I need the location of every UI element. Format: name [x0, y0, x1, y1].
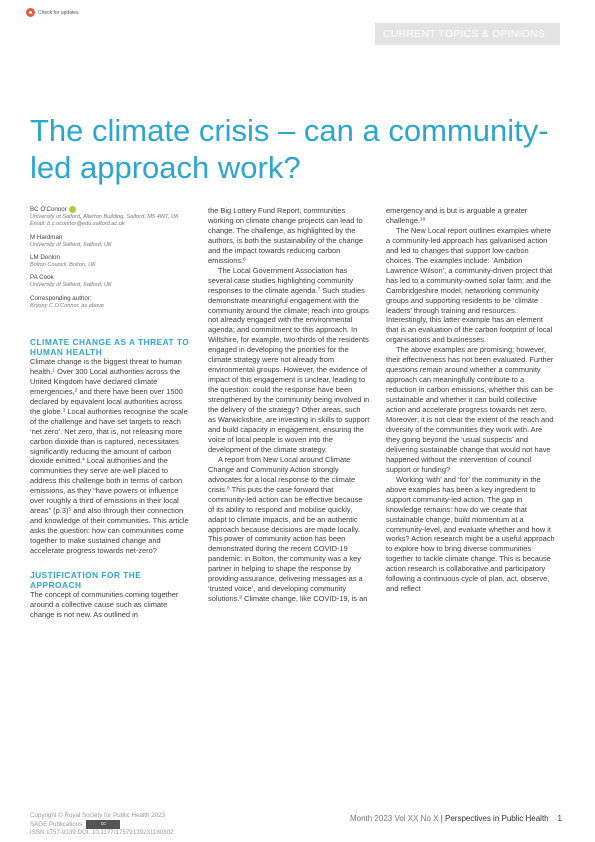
orcid-icon[interactable]	[69, 206, 76, 213]
paragraph: The Local Government Association has several case studies highlighting community responses to the climate agenda.$^7$ Such studies demonstrate meaningful engagement with the community around the climate; reach into groups not already engaged with the environmental agenda; and commitment to this approach. In Wiltshire, for example, two-thirds of the residents engaged in developing the priorities for the climate strategy were not already from environmental groups. However, the evidence of impact of this engagement is unclear, leading to the question: could the response have been strengthened by the community being involved in the delivery of the strategy? Other areas, such as Warwickshire, are investing in skills to support and build capacity in engagement, ensuring the voice of local people is woven into the development of the climate strategy.	[208, 265, 370, 454]
paragraph: The New Local report outlines examples where a community-led approach has galvanised action and led to changes that support low-carbon choices. The examples include: ‘Ambition Lawrence Wilson’, a community-driven project that has led to a community-owned solar farm; and the Cambridgeshire model, networking community groups and supporting residents to be ‘climate leaders’ through training and resources. Interestingly, this latter example has an element that is an evaluation of the carbon footprint of local organisations and businesses.	[386, 225, 553, 345]
paragraph: emergency and is but is arguable a greater challenge.$^{10}$	[386, 206, 528, 225]
reference-link[interactable]: 4	[82, 457, 85, 463]
reference-link[interactable]: 9	[239, 595, 243, 601]
column-3	[386, 206, 556, 594]
section-heading-climate-threat: CLIMATE CHANGE AS A THREAT TO HUMAN HEALTH	[30, 336, 190, 357]
crossmark-icon	[26, 8, 35, 17]
author-affiliation: Bolton Council, Bolton, UK	[30, 262, 96, 269]
footer-right: Month 2023 Vol XX No X | Perspectives in Public Health 1	[349, 814, 562, 823]
corresponding-label: Corresponding author:	[30, 294, 92, 302]
paragraph: The above examples are promising; however, their effectiveness has not been evaluated. Further questions remain around whether a community approach can meaningfully contribute to a reduction in carbon emissions, whether this can be sustainable and whether it can build collective action and accelerate progress towards net zero. Moreover, it is not clear the extent of the reach and diversity of the communities they work with. Are they going beyond the ‘usual suspects’ and delivering sustainable change that would not have happened without the intervention of council support or funding?	[386, 345, 554, 474]
section-heading-justification: JUSTIFICATION FOR THE APPROACH	[30, 569, 142, 590]
author-1	[30, 206, 192, 229]
paragraph: A report from New Local around Climate Change and Community Action strongly advocates for a local response to the climate crisis.$^8$ This puts the case forward that community-led action can be effective because of its ability to respond and mobilise quickly, adapt to climate impacts, and be an authentic approach because decisions are made locally. This power of community action has been demonstrated during the recent COVID-19 pandemic: in Bolton, the community was a key partner in helping to shape the response by providing assurance, delivering messages as a ‘trusted voice’, and developing community solutions.$^9$ Climate change, like COVID-19, is an	[208, 454, 368, 604]
copyright: Copyright © Royal Society for Public Health 2023	[30, 812, 165, 819]
author-name: M Hardman	[30, 233, 63, 241]
column-1	[30, 206, 192, 620]
check-for-updates-badge[interactable]	[26, 7, 88, 18]
reference-link[interactable]: 3	[62, 408, 66, 414]
reference-link[interactable]: 5	[68, 507, 72, 513]
reference-link[interactable]: 10	[419, 217, 426, 223]
author-2	[30, 234, 192, 249]
paragraph: The concept of communities coming together around a collective cause such as climate change is not new. As outlined in	[30, 589, 179, 619]
issn-doi: ISSN 1757-9139 DOI: 10.1177/17579139231180802	[30, 828, 174, 836]
column-2	[208, 206, 370, 604]
author-name: LM Donlon	[30, 254, 60, 262]
reference-link[interactable]: 2	[74, 388, 78, 394]
page-number: 1	[557, 814, 562, 823]
reference-link[interactable]: 6	[243, 257, 246, 263]
reference-link[interactable]: 7	[317, 287, 321, 293]
cc-license-icon[interactable]: cc	[86, 820, 120, 829]
reference-link[interactable]: 1	[52, 368, 56, 374]
paragraph: Climate change is the biggest threat to human health.$^1$ Over 300 Local authorities across the United Kingdom have declared climate emergencies,$^2$ and there have been over 1500 declared by equivalent local authorities across the globe.$^3$ Local authorities recognise the scale of the challenge and have set targets to reach ‘net zero’. Net zero, that is, not releasing more carbon dioxide than is captured, necessitates significantly reducing the amount of carbon dioxide emitted.$^4$ Local authorities and the communities they serve are well placed to address this challenge both in terms of carbon emissions, as they “have powers or influence over roughly a third of emissions in their local areas” $(p.3)^5$ and also through their connection and knowledge of their communities. This article asks the question: how can communities come together to make sustained change and accelerate progress towards net-zero?	[30, 356, 189, 556]
badge-label: Check for updates	[38, 9, 79, 16]
author-3	[30, 254, 192, 269]
article-title: The climate crisis – can a community-led approach work?	[30, 113, 549, 185]
author-affiliation: University of Salford, Salford, UK	[30, 241, 112, 248]
author-name: BC O’Connor	[30, 206, 67, 214]
section-tag: CURRENT TOPICS & OPINIONS	[375, 23, 560, 45]
reference-link[interactable]: 8	[227, 486, 230, 492]
issue-info: Month 2023 Vol XX No X	[349, 814, 439, 823]
author-affiliation: University of Salford, Salford, UK	[30, 282, 112, 289]
publisher: SAGE Publications	[30, 820, 83, 828]
author-name: PA Cook	[30, 274, 54, 282]
paragraph: the Big Lottery Fund Report, communities working on climate change projects can lead to change. The challenge, as highlighted by the authors, is both the sustainability of the change and the impact towards reducing carbon emissions.$^6$	[208, 206, 364, 265]
footer-left	[30, 812, 290, 837]
author-affiliation: University of Salford, Allerton Building, Salford, M5 4WT, UK	[30, 214, 179, 221]
corresponding-value: Bryony C O’Connor, as above	[30, 302, 104, 309]
journal-name: Perspectives in Public Health	[445, 814, 549, 823]
author-email[interactable]: Email: b.c.oconnor@edu.salford.ac.uk	[30, 221, 125, 228]
paragraph: Working ‘with’ and ‘for’ the community in the above examples has been a key ingredient to support community-led action. The gap in knowledge remains: how do we create that sustainable change, build momentum at a community-level, and evaluate whether and how it works? Action research might be a useful approach to explore how to bring diverse communities together to tackle climate change. This is because action research is collaborative and participatory following a continuous cycle of plan, act, observe, and reflect	[386, 474, 555, 594]
author-4	[30, 274, 192, 289]
corresponding-author	[30, 295, 192, 310]
